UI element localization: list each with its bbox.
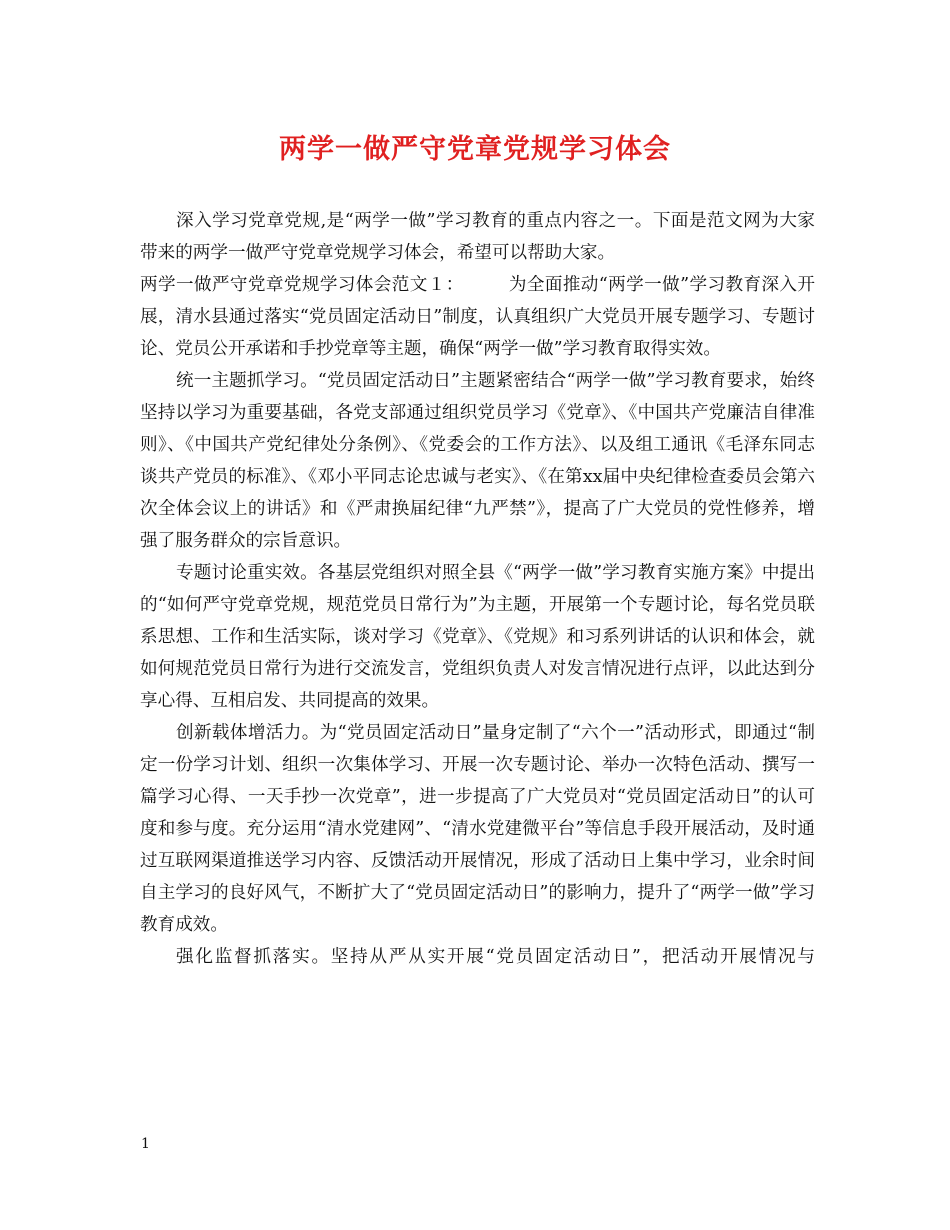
paragraph-innovation: 创新载体增活力。为“党员固定活动日”量身定制了“六个一”活动形式，即通过“制定一份学习计划、组织一次集体学习、开展一次专题讨论、举办一次特色活动、撰写一篇学习心得、一天手抄一次党章”，进一步提高了广大党员对“党员固定活动日”的认可度和参与度。充分运用“清水党建网”、“清水党建微平台”等信息手段开展活动，及时通过互联网渠道推送学习内容、反馈活动开展情况，形成了活动日上集中学习，业余时间自主学习的良好风气，不断扩大了“党员固定活动日”的影响力，提升了“两学一做”学习教育成效。 xyxy=(140,723,815,935)
document-title: 两学一做严守党章党规学习体会 xyxy=(279,134,671,165)
paragraph-supervision: 强化监督抓落实。坚持从严从实开展“党员固定活动日”，把活动开展情况与 xyxy=(176,947,815,967)
page-number: 1 xyxy=(141,1136,150,1152)
paragraph-intro: 深入学习党章党规,是“两学一做”学习教育的重点内容之一。下面是范文网为大家带来的两学一做严守党章党规学习体会，希望可以帮助大家。 xyxy=(140,211,815,263)
paragraph-discussion: 专题讨论重实效。各基层党组织对照全县《“两学一做”学习教育实施方案》中提出的“如何严守党章党规，规范党员日常行为”为主题，开展第一个专题讨论，每名党员联系思想、工作和生活实际，谈对学习《党章》、《党规》和习系列讲话的认识和体会，就如何规范党员日常行为进行交流发言，党组织负责人对发言情况进行点评，以此达到分享心得、互相启发、共同提高的效果。 xyxy=(140,563,815,711)
paragraph-study: 统一主题抓学习。“党员固定活动日”主题紧密结合“两学一做”学习教育要求，始终坚持以学习为重要基础，各党支部通过组织党员学习《党章》、《中国共产党廉洁自律准则》、《中国共产党纪律处分条例》、《党委会的工作方法》、以及组工通讯《毛泽东同志谈共产党员的标准》、《邓小平同志论忠诚与老实》、《在第xx届中央纪律检查委员会第六次全体会议上的讲话》和《严肃换届纪律“九严禁”》，提高了广大党员的党性修养，增强了服务群众的宗旨意识。 xyxy=(140,371,815,551)
paragraph-sample-1: 两学一做严守党章党规学习体会范文１： 为全面推动“两学一做”学习教育深入开展，清水县通过落实“党员固定活动日”制度，认真组织广大党员开展专题学习、专题讨论、党员公开承诺和手抄党章等主题，确保“两学一做”学习教育取得实效。 xyxy=(140,275,815,359)
document-body xyxy=(140,205,815,973)
